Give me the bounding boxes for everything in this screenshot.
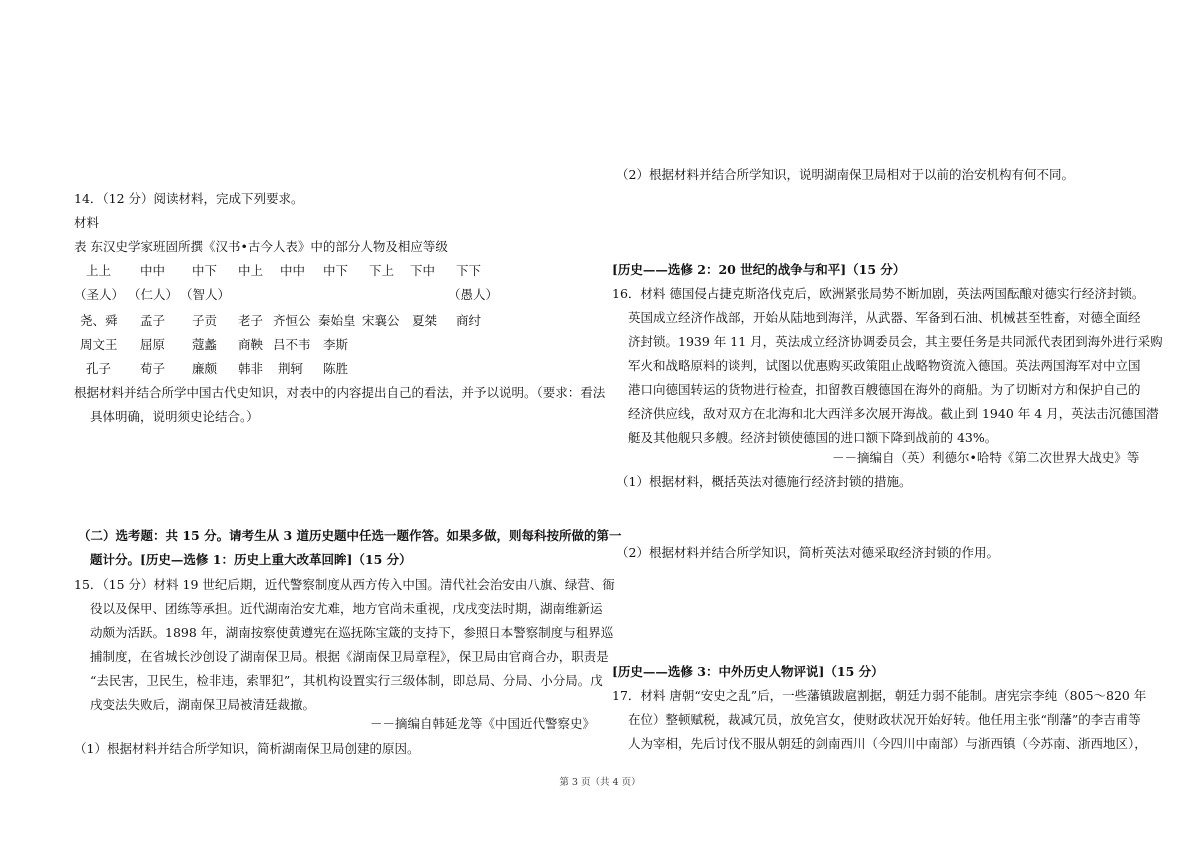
q16-paragraph-line: 英国成立经济作战部，开始从陆地到海洋，从武器、军备到石油、机械甚至牲畜，对德全面经 — [628, 310, 1141, 325]
person-cell: 吕不韦 — [273, 337, 311, 352]
q15-subquestion-2: （2）根据材料并结合所学知识，说明湖南保卫局相对于以前的治安机构有何不同。 — [616, 167, 1074, 182]
grade-cell: 中下 — [323, 263, 349, 278]
grade-cell: 下中 — [410, 263, 436, 278]
person-cell: 荀子 — [140, 361, 166, 376]
person-cell: 荆轲 — [278, 361, 304, 376]
person-cell: 李斯 — [323, 337, 349, 352]
person-cell: 尧、舜 — [80, 313, 118, 328]
person-cell: 商鞅 — [238, 337, 264, 352]
grade-cell: 中下 — [192, 263, 218, 278]
person-cell: 韩非 — [238, 361, 264, 376]
grade-cell: 上上 — [86, 263, 112, 278]
person-cell: 孔子 — [86, 361, 112, 376]
q15-subquestion-1: （1）根据材料并结合所学知识，简析湖南保卫局创建的原因。 — [74, 741, 420, 756]
q16-paragraph-line: 军火和战略原料的谈判，试图以优惠购买政策阻止战略物资流入德国。英法两国海军对中立国 — [628, 358, 1141, 373]
type-cell: （愚人） — [448, 287, 499, 302]
person-cell: 齐恒公 — [273, 313, 311, 328]
person-cell: 廉颇 — [192, 361, 218, 376]
person-cell: 商纣 — [456, 313, 482, 328]
q16-source: －－摘编自（英）利德尔•哈特《第二次世界大战史》等 — [832, 450, 1140, 465]
grade-cell: 中中 — [280, 263, 306, 278]
grade-cell: 下上 — [369, 263, 395, 278]
person-cell: 秦始皇 — [318, 313, 356, 328]
q16-paragraph-line: 港口向德国转运的货物进行检查，扣留教百艘德国在海外的商船。为了切断对方和保护自己的 — [628, 382, 1141, 397]
type-cell: （圣人） — [74, 287, 125, 302]
grade-cell: 中中 — [140, 263, 166, 278]
q14-title: 14．（12 分）阅读材料，完成下列要求。 — [74, 191, 304, 206]
q14-question-line: 具体明确，说明须史论结合。） — [90, 409, 259, 424]
right-column — [600, 0, 1200, 770]
q17-paragraph-line: 17．材料 唐朝“安史之乱”后，一些藩镇跋扈割据，朝廷力弱不能制。唐宪宗李纯（805～820 年 — [612, 688, 1147, 703]
q15-paragraph-line: 动颇为活跃。1898 年，湖南按察使黄遵宪在巡抚陈宝箴的支持下，参照日本警察制度与租界巡 — [90, 625, 614, 640]
q16-subquestion-1: （1）根据材料，概括英法对德施行经济封锁的措施。 — [616, 474, 912, 489]
elective3-heading: [历史——选修 3：中外历史人物评说]（15 分） — [612, 664, 884, 679]
q16-paragraph-line: 济封锁。1939 年 11 月，英法成立经济协调委员会，其主要任务是共同派代表团到海外进行采购 — [628, 334, 1163, 349]
q16-subquestion-2: （2）根据材料并结合所学知识，简析英法对德采取经济封锁的作用。 — [616, 545, 999, 560]
person-cell: 周文王 — [80, 337, 118, 352]
page-footer: 第 3 页（共 4 页） — [559, 777, 641, 788]
q15-source: －－摘编自韩延龙等《中国近代警察史》 — [370, 716, 596, 731]
section2-heading: 题计分。[历史—选修 1：历史上重大改革回眸]（15 分） — [90, 552, 412, 567]
q15-paragraph-line: 捕制度，在省城长沙创设了湖南保卫局。根据《湖南保卫局章程》，保卫局由官商合办，职责是 — [90, 649, 609, 664]
left-column — [0, 0, 622, 770]
q14-material-label: 材料 — [74, 215, 100, 230]
type-cell: （仁人） — [128, 287, 179, 302]
grade-cell: 中上 — [238, 263, 264, 278]
q16-paragraph-line: 艇及其他舰只多艘。经济封锁使德国的进口额下降到战前的 43%。 — [628, 430, 998, 445]
person-cell: 子贡 — [192, 313, 218, 328]
q17-paragraph-line: 在位）整顿赋税，裁减冗员，放免宫女，使财政状况开始好转。他任用主张“削藩”的李吉甫等 — [628, 712, 1141, 727]
q16-paragraph-line: 经济供应线，敌对双方在北海和北大西洋多次展开海战。截止到 1940 年 4 月，英法击沉德国潜 — [628, 406, 1159, 421]
person-cell: 老子 — [238, 313, 264, 328]
type-cell: （智人） — [180, 287, 231, 302]
q14-table-caption: 表 东汉史学家班固所撰《汉书•古今人表》中的部分人物及相应等级 — [74, 239, 448, 254]
elective2-heading: [历史——选修 2：20 世纪的战争与和平]（15 分） — [612, 262, 906, 277]
q15-paragraph-line: 役以及保甲、团练等承担。近代湖南治安尤难，地方官尚未重视，戊戌变法时期，湖南维新运 — [90, 601, 603, 616]
q15-paragraph-line: 戌变法失败后，湖南保卫局被清廷裁撤。 — [90, 697, 316, 712]
q15-paragraph-line: 15．（15 分）材料 19 世纪后期，近代警察制度从西方传入中国。清代社会治安由八旗、绿营、衙 — [74, 577, 615, 592]
person-cell: 孟子 — [140, 313, 166, 328]
q16-paragraph-line: 16．材料 德国侵占捷克斯洛伐克后，欧洲紧张局势不断加剧，英法两国酝酿对德实行经济封锁。 — [612, 286, 1145, 301]
person-cell: 夏桀 — [412, 313, 438, 328]
person-cell: 屈原 — [140, 337, 166, 352]
person-cell: 宋襄公 — [362, 313, 400, 328]
q15-paragraph-line: “去民害，卫民生，检非违，索罪犯”，其机构设置实行三级体制，即总局、分局、小分局。戊 — [90, 673, 603, 688]
q14-question-line: 根据材料并结合所学中国古代史知识，对表中的内容提出自己的看法，并予以说明。（要求：看法 — [74, 385, 606, 400]
person-cell: 陈胜 — [323, 361, 349, 376]
section2-heading: （二）选考题：共 15 分。请考生从 3 道历史题中任选一题作答。如果多做，则每科按所做的第一 — [78, 528, 622, 543]
grade-cell: 下下 — [456, 263, 482, 278]
person-cell: 蔻蠡 — [192, 337, 218, 352]
q17-paragraph-line: 人为宰相，先后讨伐不服从朝廷的剑南西川（今四川中南部）与浙西镇（今苏南、浙西地区）， — [628, 736, 1147, 751]
